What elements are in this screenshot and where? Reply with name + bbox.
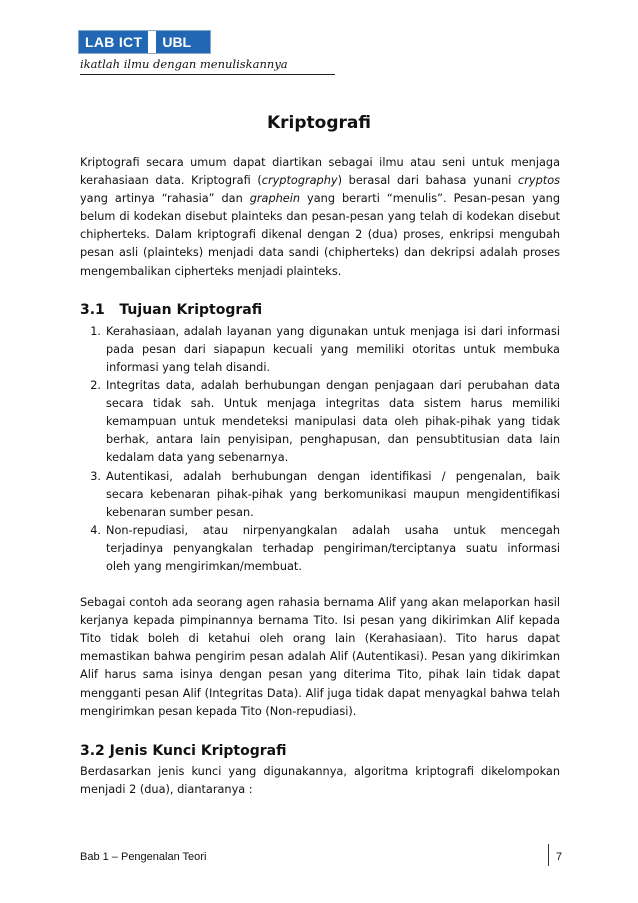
intro-line: chipherteks. Dalam kriptografi dikenal dengan 2 (dua) proses, enkripsi mengubah — [80, 228, 560, 242]
intro-line: mengembalikan cipherteks menjadi plainteks. — [80, 264, 342, 278]
list-item-line: informasi yang telah disandi. — [106, 360, 271, 374]
logo-lab-ict-text: LAB ICT — [79, 31, 148, 53]
list-item-line: berhak, antara lain penyisipan, penghapusan, dan pensubtitusian data lain — [106, 433, 560, 447]
header-rule — [80, 74, 335, 75]
footer-chapter: Bab 1 – Pengenalan Teori — [80, 851, 207, 863]
section2-paragraph — [80, 763, 560, 799]
footer-divider — [548, 844, 549, 866]
intro-line: pesan asli (plainteks) menjadi data sandi (chipherteks) dan dekripsi adalah proses — [80, 246, 560, 260]
list-item-line: Kerahasiaan, adalah layanan yang digunakan untuk menjaga isi dari informasi — [106, 324, 560, 338]
example-line: memastikan bahwa pengirim pesan adalah Alif (Autentikasi). Pesan yang dikirimkan — [80, 650, 560, 664]
list-item-line: pada pesan dari siapapun kecuali yang memiliki otoritas untuk membuka — [106, 342, 560, 356]
example-line: mengganti pesan Alif (Integritas Data). Alif juga tidak dapat menyagkal bahwa telah — [80, 686, 560, 700]
page-title: Kriptografi — [267, 113, 371, 133]
header-tagline: ikatlah ilmu dengan menuliskannya — [80, 57, 288, 71]
lab-ict-logo — [78, 30, 211, 54]
list-item-line: kemampuan untuk mendeteksi manipulasi data oleh pihak-pihak yang tidak — [106, 415, 560, 429]
list-item-number: 2. — [90, 379, 101, 393]
list-item-line: oleh yang mengirimkan/membuat. — [106, 559, 302, 573]
intro-line: yang artinya “rahasia” dan graphein yang berarti “menulis”. Pesan-pesan yang — [80, 192, 560, 206]
example-line: kerjanya kepada pimpinannya bernama Tito. Isi pesan yang dikirimkan Alif kepada — [80, 614, 560, 628]
document-body — [80, 154, 560, 799]
intro-paragraph — [80, 154, 560, 281]
list-item-number: 1. — [90, 324, 101, 338]
section2-line: menjadi 2 (dua), diantaranya : — [80, 782, 253, 796]
list-item-line: kedalam data yang sebenarnya. — [106, 451, 289, 465]
list-item-line: terjadinya penyangkalan terhadap pengiriman/terciptanya suatu informasi — [106, 541, 560, 555]
section2-line: Berdasarkan jenis kunci yang digunakannya, algoritma kriptografi dikelompokan — [80, 764, 560, 778]
list-item — [80, 522, 560, 576]
section-heading-tujuan: 3.1 Tujuan Kriptografi — [80, 301, 263, 318]
example-line: mengirimkan pesan kepada Tito (Non-repudiasi). — [80, 704, 357, 718]
logo-divider — [148, 31, 156, 53]
example-line: Tito tidak boleh di ketahui oleh orang lain (Kerahasiaan). Tito harus dapat — [80, 632, 560, 646]
example-line: Alif harus sama isinya dengan pesan yang diterima Tito, pihak lain tidak dapat — [80, 668, 560, 682]
list-item-line: kebenaran sumber pesan. — [106, 505, 254, 519]
list-item — [80, 377, 560, 467]
goals-list — [80, 323, 560, 576]
example-line: Sebagai contoh ada seorang agen rahasia bernama Alif yang akan melaporkan hasil — [80, 596, 560, 610]
list-item-number: 3. — [90, 469, 101, 483]
list-item — [80, 468, 560, 522]
intro-line: Kriptografi secara umum dapat diartikan sebagai ilmu atau seni untuk menjaga — [80, 156, 560, 169]
list-item-line: Autentikasi, adalah berhubungan dengan identifikasi / pengenalan, baik — [106, 469, 560, 483]
list-item — [80, 323, 560, 377]
intro-line: belum di kodekan disebut plainteks dan pesan-pesan yang telah di kodekan disebut — [80, 210, 560, 224]
list-item-line: secara kebenaran pihak-pihak yang berkomunikasi maupun mengidentifikasi — [106, 487, 560, 501]
list-item-line: secara tidak sah. Untuk menjaga integritas data sistem harus memiliki — [106, 397, 560, 411]
list-item-number: 4. — [90, 523, 101, 537]
section-heading-jenis-kunci: 3.2 Jenis Kunci Kriptografi — [80, 742, 287, 759]
page-number: 7 — [556, 851, 563, 863]
intro-line: kerahasiaan data. Kriptografi (cryptography) berasal dari bahasa yunani cryptos — [80, 174, 560, 188]
list-item-line: Non-repudiasi, atau nirpenyangkalan adalah usaha untuk mencegah — [106, 523, 560, 537]
example-paragraph — [80, 594, 560, 721]
logo-ubl-text: UBL — [156, 31, 210, 53]
list-item-line: Integritas data, adalah berhubungan dengan penjagaan dari perubahan data — [106, 379, 560, 393]
